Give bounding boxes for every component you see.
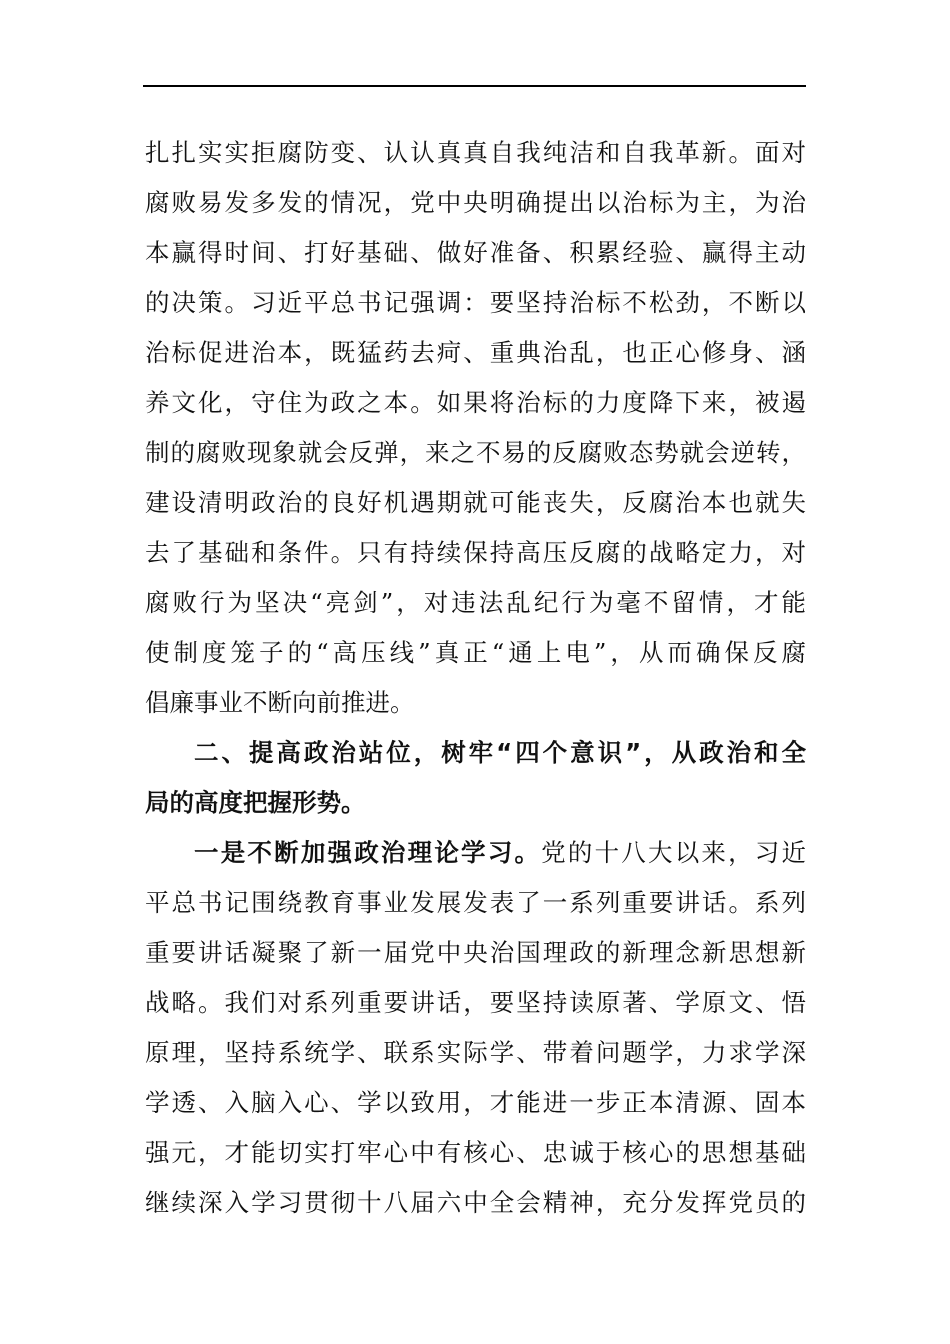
text-run: 党的十八大以来，习近	[541, 838, 806, 867]
text-line: 治标促进治本，既猛药去疴、重典治乱，也正心修身、涵	[145, 338, 806, 367]
text-line: 原理，坚持系统学、联系实际学、带着问题学，力求学深	[145, 1038, 806, 1067]
paragraph-1	[145, 128, 806, 728]
paragraph-2	[145, 828, 806, 1228]
text-line: 腐败行为坚决“亮剑”，对违法乱纪行为毫不留情，才能	[145, 588, 806, 617]
section-2-heading	[145, 728, 806, 828]
text-line: 制的腐败现象就会反弹，来之不易的反腐败态势就会逆转，	[145, 438, 806, 467]
text-line: 腐败易发多发的情况，党中央明确提出以治标为主，为治	[145, 188, 806, 217]
heading-line: 局的高度把握形势。	[145, 788, 366, 817]
text-line: 使制度笼子的“高压线”真正“通上电”，从而确保反腐	[145, 638, 806, 667]
header-rule	[143, 85, 806, 87]
lead-phrase: 一是不断加强政治理论学习。	[194, 838, 542, 867]
text-line: 本赢得时间、打好基础、做好准备、积累经验、赢得主动	[145, 238, 806, 267]
heading-line: 二、提高政治站位，树牢“四个意识”，从政治和全	[194, 738, 806, 767]
text-line	[145, 828, 806, 878]
document-body	[145, 128, 806, 1228]
text-line: 的决策。习近平总书记强调：要坚持治标不松劲，不断以	[145, 288, 806, 317]
text-line: 养文化，守住为政之本。如果将治标的力度降下来，被遏	[145, 388, 806, 417]
text-line: 倡廉事业不断向前推进。	[145, 688, 415, 717]
text-line: 重要讲话凝聚了新一届党中央治国理政的新理念新思想新	[145, 938, 806, 967]
text-line: 扎扎实实拒腐防变、认认真真自我纯洁和自我革新。面对	[145, 138, 806, 167]
text-line: 强元，才能切实打牢心中有核心、忠诚于核心的思想基础	[145, 1138, 806, 1167]
text-line: 平总书记围绕教育事业发展发表了一系列重要讲话。系列	[145, 888, 806, 917]
text-line: 继续深入学习贯彻十八届六中全会精神，充分发挥党员的	[145, 1188, 806, 1217]
text-line: 去了基础和条件。只有持续保持高压反腐的战略定力，对	[145, 538, 806, 567]
text-line: 学透、入脑入心、学以致用，才能进一步正本清源、固本	[145, 1088, 806, 1117]
text-line: 建设清明政治的良好机遇期就可能丧失，反腐治本也就失	[145, 488, 806, 517]
text-line: 战略。我们对系列重要讲话，要坚持读原著、学原文、悟	[145, 988, 806, 1017]
